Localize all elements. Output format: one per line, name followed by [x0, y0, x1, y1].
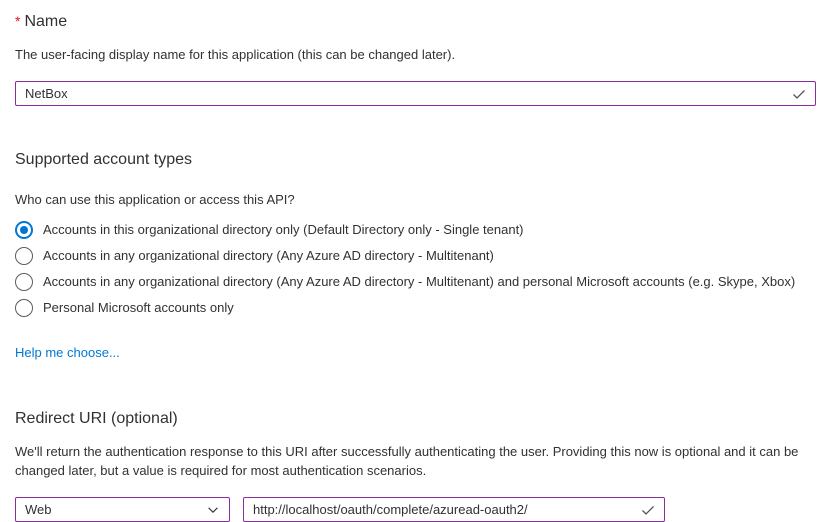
radio-option-label: Personal Microsoft accounts only	[43, 300, 234, 315]
radio-option-label: Accounts in any organizational directory (Any Azure AD directory - Multitenant) and personal Microsoft accounts (e.g. Skype, Xbox)	[43, 274, 796, 289]
redirect-uri-row	[15, 497, 816, 522]
platform-select[interactable]	[15, 497, 230, 522]
name-heading-label: Name	[24, 13, 68, 30]
redirect-uri-input-container	[243, 497, 665, 522]
radio-option-label: Accounts in this organizational directory only (Default Directory only - Single tenant)	[43, 222, 524, 237]
name-input-container	[15, 81, 816, 106]
platform-select-value: Web	[25, 502, 52, 517]
name-description: The user-facing display name for this application (this can be changed later).	[15, 47, 456, 62]
radio-option-single-tenant[interactable]	[15, 217, 816, 243]
radio-button[interactable]	[15, 221, 33, 239]
radio-button[interactable]	[15, 299, 33, 317]
name-section-heading	[15, 11, 816, 32]
chevron-down-icon	[206, 503, 220, 517]
required-asterisk: *	[15, 13, 21, 29]
redirect-uri-input[interactable]	[244, 498, 664, 521]
radio-option-multitenant-personal[interactable]	[15, 269, 816, 295]
account-types-heading: Supported account types	[15, 151, 193, 168]
radio-button[interactable]	[15, 273, 33, 291]
redirect-uri-heading: Redirect URI (optional)	[15, 410, 178, 427]
redirect-uri-description: We'll return the authentication response to this URI after successfully authenticating the user. Providing this now is optional and it can be changed later, but a value is required for most authentication scenarios.	[15, 444, 799, 478]
checkmark-icon	[640, 502, 656, 518]
account-types-question: Who can use this application or access this API?	[15, 192, 295, 207]
account-types-radio-group	[15, 217, 816, 321]
name-input[interactable]	[16, 82, 815, 105]
help-me-choose-link[interactable]: Help me choose...	[15, 345, 120, 360]
checkmark-icon	[791, 86, 807, 102]
radio-option-label: Accounts in any organizational directory (Any Azure AD directory - Multitenant)	[43, 248, 494, 263]
radio-option-personal-only[interactable]	[15, 295, 816, 321]
radio-option-multitenant[interactable]	[15, 243, 816, 269]
radio-button[interactable]	[15, 247, 33, 265]
